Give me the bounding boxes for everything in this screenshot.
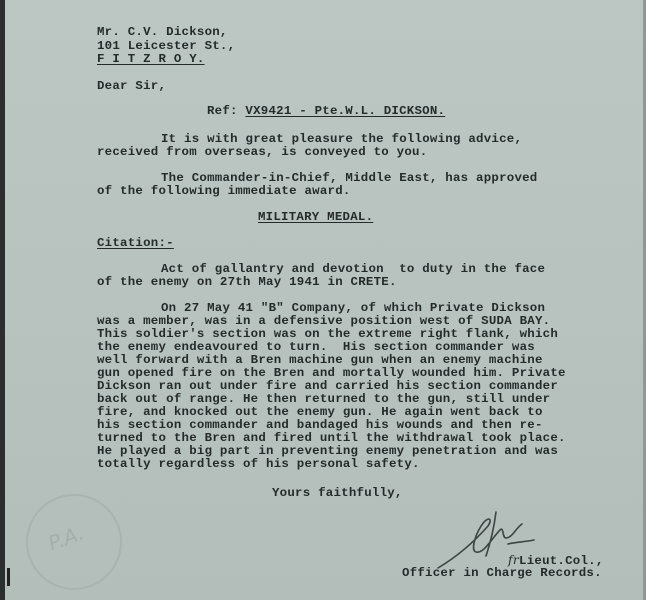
citation-body-line: his section commander and bandaged his wounds and then re- <box>97 418 543 432</box>
award-heading: MILITARY MEDAL. <box>258 210 374 224</box>
citation-label: Citation:- <box>97 236 174 250</box>
citation-body-line: gun opened fire on the Bren and mortally wounded him. Private <box>97 366 566 380</box>
address-line-1: Mr. C.V. Dickson, <box>97 25 228 39</box>
citation-body-line: This soldier's section was on the extreme right flank, which <box>97 327 559 341</box>
address-line-3: F I T Z R O Y. <box>97 52 205 66</box>
citation-body-line: the enemy endeavoured to turn. His section commander was <box>97 340 535 354</box>
intro-line-1: It is with great pleasure the following advice, <box>161 132 523 146</box>
citation-body-line: totally regardless of his personal safety. <box>97 457 420 471</box>
address-line-2: 101 Leicester St., <box>97 39 236 53</box>
citation-body-line: On 27 May 41 "B" Company, of which Private Dickson <box>161 301 546 315</box>
signature-rank-text: Lieut.Col., <box>519 554 604 568</box>
reference <box>207 105 445 118</box>
citation-summary-line-2: of the enemy on 27th May 1941 in CRETE. <box>97 275 397 289</box>
intro-line-2: received from overseas, is conveyed to you. <box>97 145 428 159</box>
citation-summary-line-1: Act of gallantry and devotion to duty in the face <box>161 262 546 276</box>
per-mark: fr <box>508 552 520 567</box>
margin-mark <box>7 568 10 586</box>
citation-body-line: back out of range. He then returned to the gun, still under <box>97 392 551 406</box>
citation-body-line: turned to the Bren and fired until the withdrawal took place. <box>97 431 566 445</box>
salutation: Dear Sir, <box>97 79 167 93</box>
citation-body-line: Dickson ran out under fire and carried his section commander <box>97 379 559 393</box>
reference-prefix: Ref: <box>207 104 246 118</box>
signature-title: Officer in Charge Records. <box>402 566 602 580</box>
approval-line-2: of the following immediate award. <box>97 184 351 198</box>
approval-line-1: The Commander-in-Chief, Middle East, has approved <box>161 171 538 185</box>
stamp-initials: P.A. <box>44 520 88 556</box>
page-left-edge <box>0 0 5 600</box>
citation-body-line: fire, and knocked out the enemy gun. He again went back to <box>97 405 543 419</box>
citation-body-line: He played a big part in preventing enemy penetration and was <box>97 444 559 458</box>
closing: Yours faithfully, <box>272 486 403 500</box>
reference-value: VX9421 - Pte.W.L. DICKSON. <box>245 104 446 118</box>
citation-body-line: well forward with a Bren machine gun when an enemy machine <box>97 353 543 367</box>
citation-body-line: was a member, was in a defensive position west of SUDA BAY. <box>97 314 551 328</box>
